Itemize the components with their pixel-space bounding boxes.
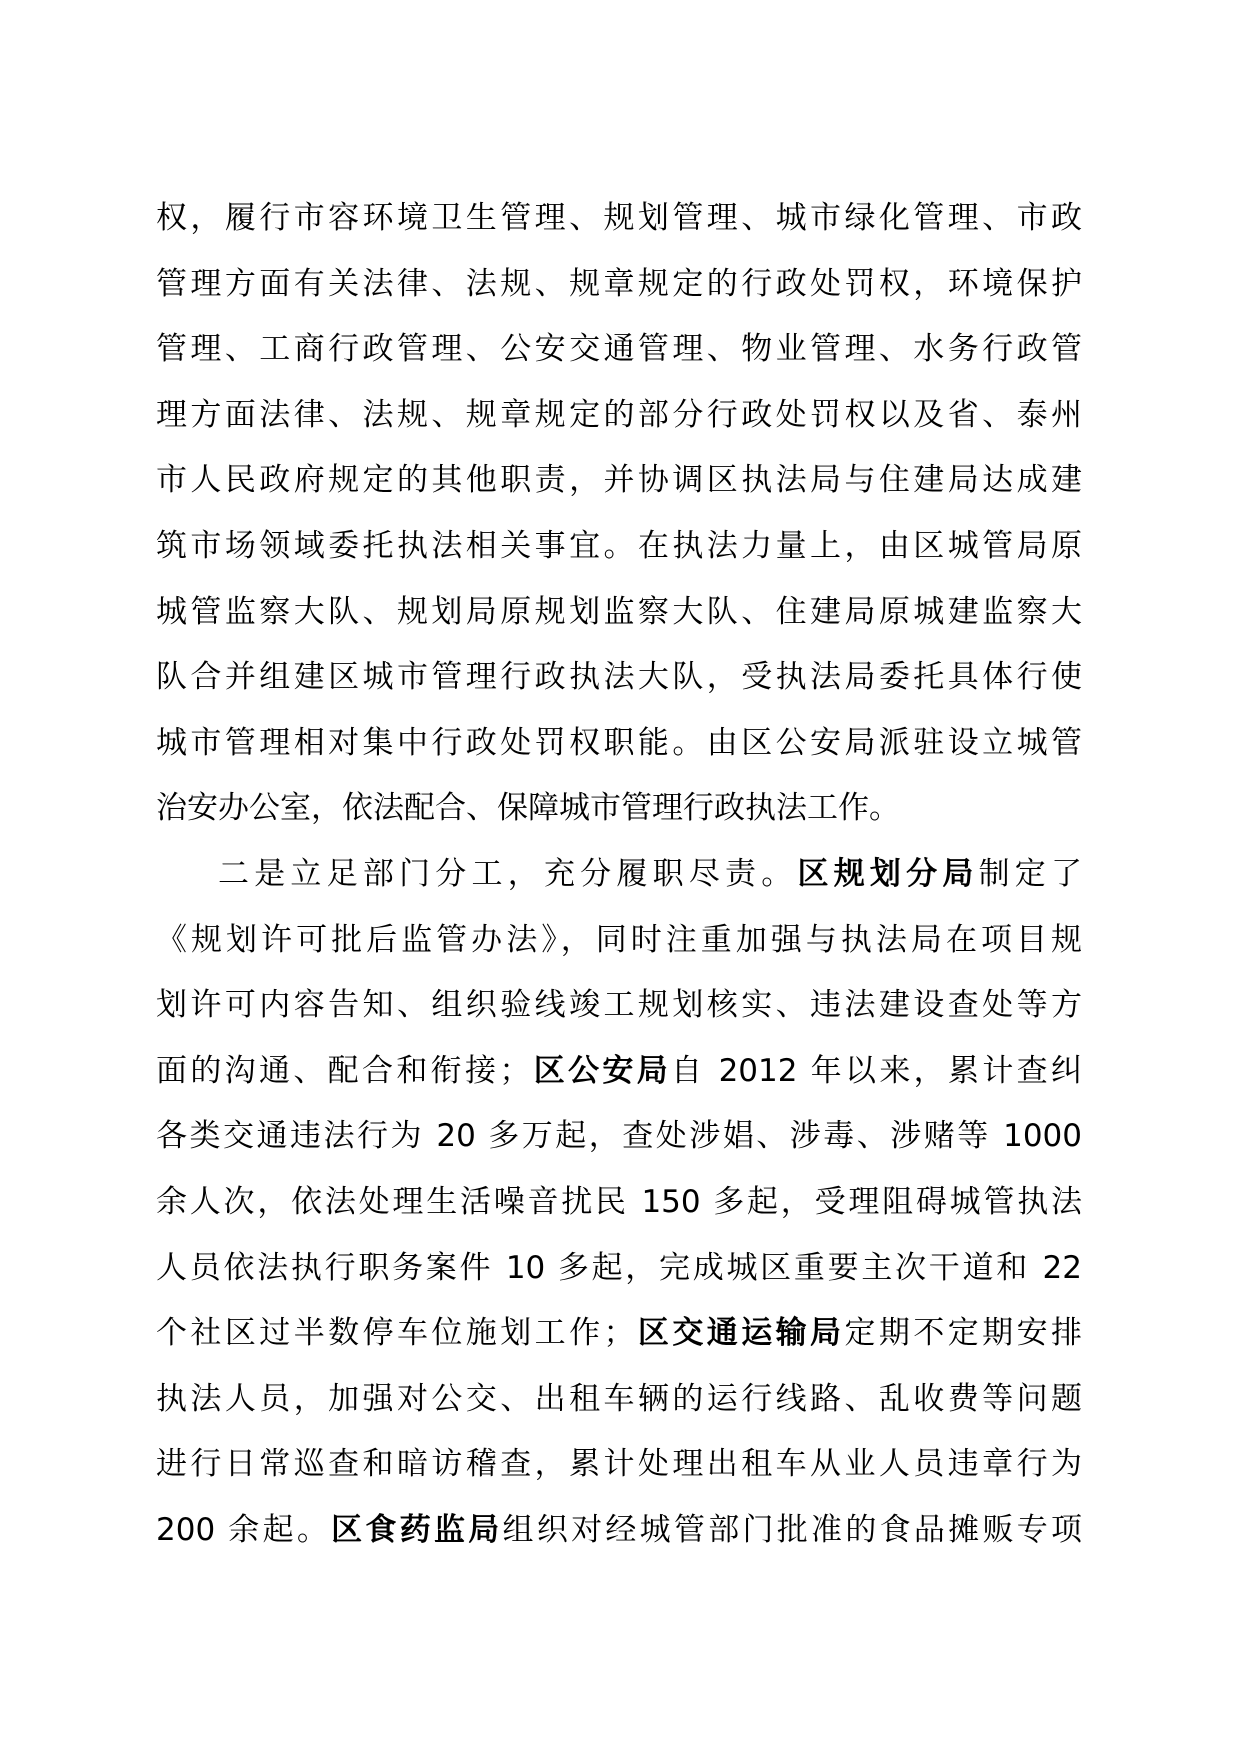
text-line xyxy=(156,514,1082,580)
document-body xyxy=(156,186,1082,1563)
text-line xyxy=(156,448,1082,514)
text-run: 人员依法执行职务案件 10 多起，完成城区重要主次干道和 22 xyxy=(156,1249,1082,1286)
bold-org-name: 区食药监局 xyxy=(331,1511,503,1548)
text-line xyxy=(156,252,1082,318)
text-run: 各类交通违法行为 20 多万起，查处涉娼、涉毒、涉赌等 1000 xyxy=(156,1118,1082,1155)
text-line xyxy=(156,1301,1082,1367)
text-run: 自 2012 年以来，累计查纠 xyxy=(671,1052,1083,1089)
text-run: 市人民政府规定的其他职责，并协调区执法局与住建局达成建 xyxy=(156,462,1082,499)
text-run: 面的沟通、配合和衔接； xyxy=(156,1052,531,1089)
text-run: 城市管理相对集中行政处罚权职能。由区公安局派驻设立城管 xyxy=(156,724,1082,761)
text-run: 管理方面有关法律、法规、规章规定的行政处罚权，环境保护 xyxy=(156,265,1082,302)
text-line xyxy=(156,317,1082,383)
text-run: 城管监察大队、规划局原规划监察大队、住建局原城建监察大 xyxy=(156,593,1082,630)
text-run: 治安办公室，依法配合、保障城市管理行政执法工作。 xyxy=(156,790,900,827)
text-run: 制定了 xyxy=(978,855,1083,892)
text-run: 定期不定期安排 xyxy=(844,1315,1083,1352)
text-line xyxy=(156,186,1082,252)
text-run: 筑市场领域委托执法相关事宜。在执法力量上，由区城管局原 xyxy=(156,527,1082,564)
text-run: 二是立足部门分工，充分履职尽责。 xyxy=(218,855,798,892)
text-line xyxy=(156,1039,1082,1105)
text-run: 个社区过半数停车位施划工作； xyxy=(156,1315,635,1352)
text-line xyxy=(156,908,1082,974)
bold-org-name: 区公安局 xyxy=(530,1052,672,1089)
text-run: 权，履行市容环境卫生管理、规划管理、城市绿化管理、市政 xyxy=(156,200,1082,236)
text-line xyxy=(156,1170,1082,1236)
text-run: 组织对经城管部门批准的食品摊贩专项 xyxy=(502,1511,1083,1548)
text-run: 进行日常巡查和暗访稽查，累计处理出租车从业人员违章行为 xyxy=(156,1446,1082,1483)
text-line xyxy=(156,1104,1082,1170)
text-line xyxy=(156,711,1082,777)
text-line xyxy=(156,645,1082,711)
text-run: 队合并组建区城市管理行政执法大队，受执法局委托具体行使 xyxy=(156,659,1082,696)
text-line xyxy=(156,973,1082,1039)
text-line xyxy=(156,1367,1082,1433)
text-line xyxy=(156,1236,1082,1302)
text-run: 理方面法律、法规、规章规定的部分行政处罚权以及省、泰州 xyxy=(156,396,1082,433)
paragraph-start-line xyxy=(156,842,1082,908)
text-line xyxy=(156,1498,1082,1564)
text-run: 余人次，依法处理生活噪音扰民 150 多起，受理阻碍城管执法 xyxy=(156,1183,1082,1220)
text-run: 200 余起。 xyxy=(156,1511,332,1548)
text-run: 管理、工商行政管理、公安交通管理、物业管理、水务行政管 xyxy=(156,331,1082,368)
text-run: 《规划许可批后监管办法》，同时注重加强与执法局在项目规 xyxy=(156,921,1082,958)
text-run: 划许可内容告知、组织验线竣工规划核实、违法建设查处等方 xyxy=(156,987,1082,1024)
text-line xyxy=(156,580,1082,646)
bold-org-name: 区交通运输局 xyxy=(634,1315,845,1352)
text-line xyxy=(156,776,1082,842)
text-run: 执法人员，加强对公交、出租车辆的运行线路、乱收费等问题 xyxy=(156,1380,1082,1417)
text-line xyxy=(156,383,1082,449)
text-line xyxy=(156,1432,1082,1498)
bold-org-name: 区规划分局 xyxy=(797,855,979,892)
